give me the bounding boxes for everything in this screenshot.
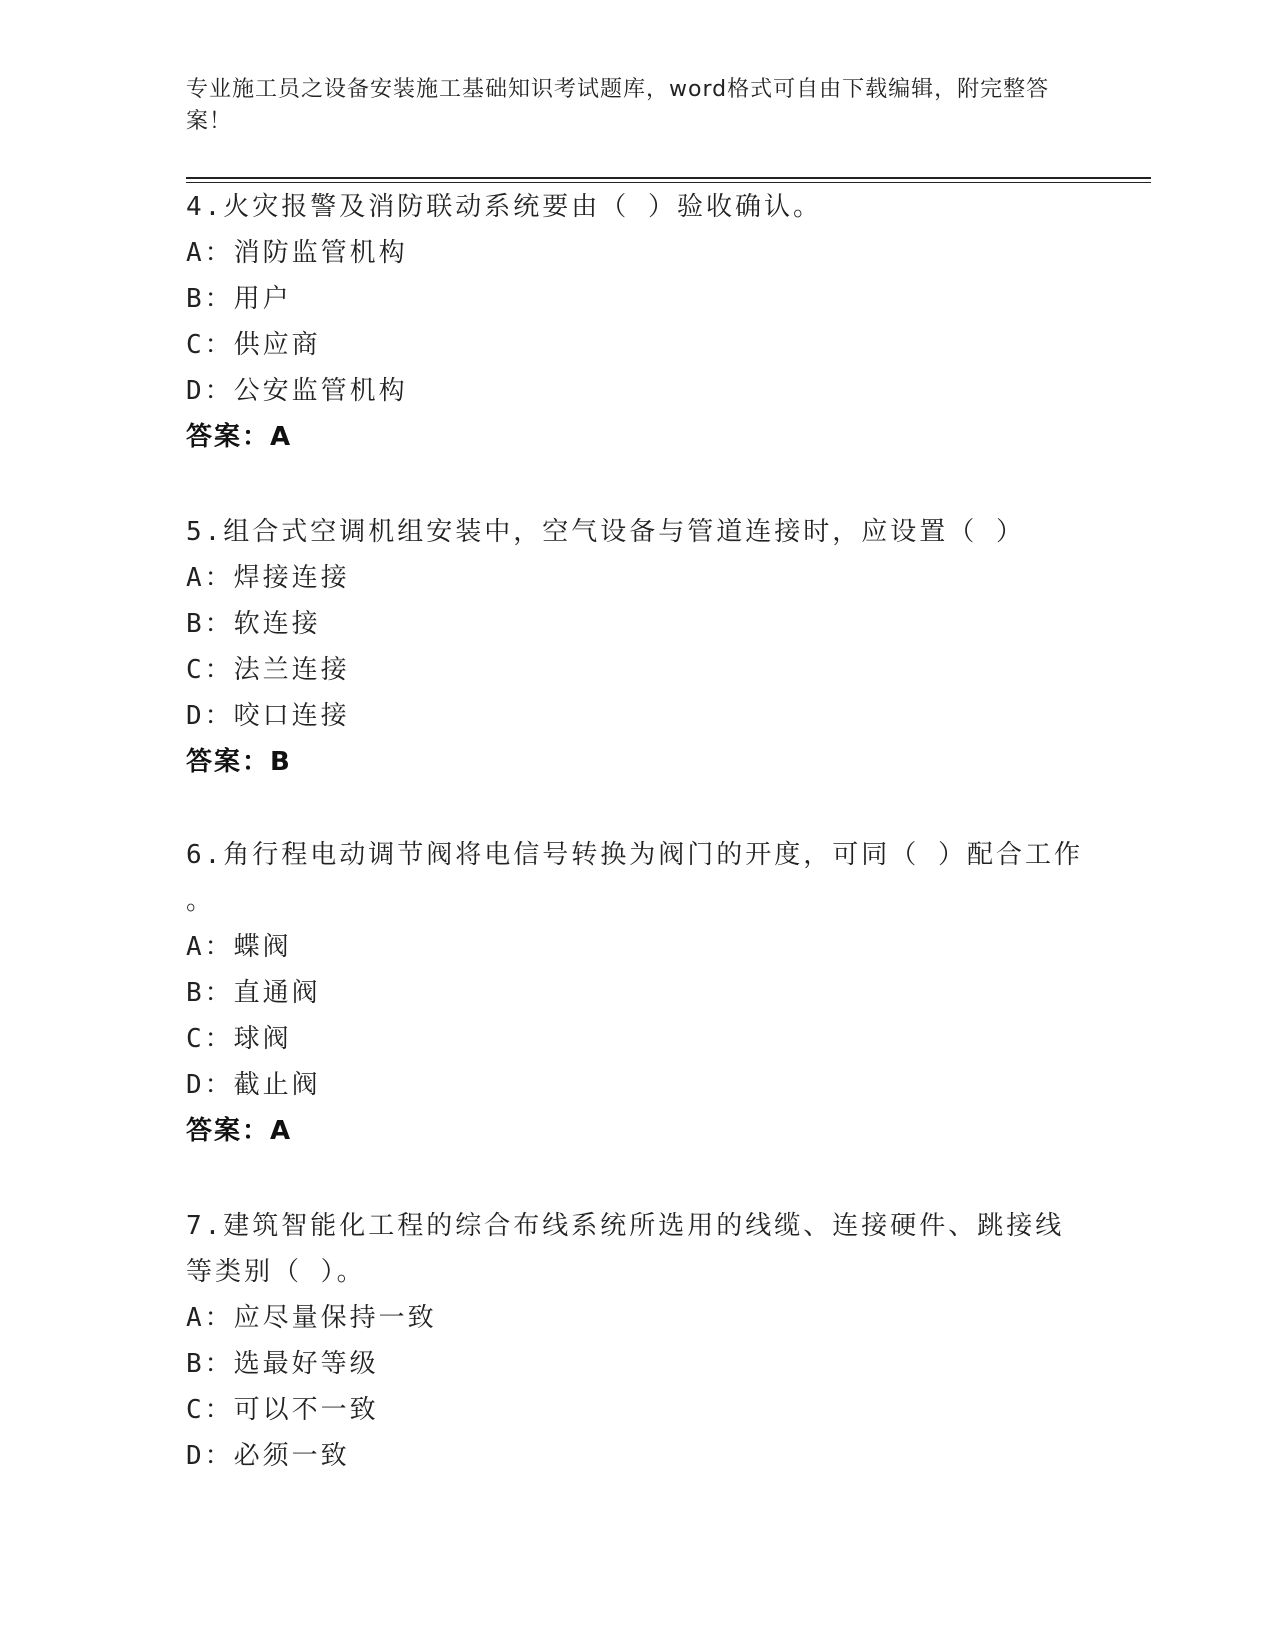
question-stem-continued: 等类别（ ）。 (186, 1257, 366, 1287)
option-c: C：可以不一致 (186, 1395, 379, 1425)
option-b: B：用户 (186, 284, 292, 314)
option-b: B：选最好等级 (186, 1349, 379, 1379)
option-d: D：咬口连接 (186, 701, 350, 731)
question-6 (186, 832, 1086, 1154)
header-rule-thin (186, 182, 1151, 183)
header-rule-thick (186, 177, 1151, 179)
question-4 (186, 184, 1086, 460)
option-a: A：焊接连接 (186, 563, 350, 593)
option-a: A：蝶阀 (186, 932, 292, 962)
question-stem: 4.火灾报警及消防联动系统要由（ ）验收确认。 (186, 192, 822, 222)
option-b: B：软连接 (186, 609, 321, 639)
answer: 答案：A (186, 422, 293, 452)
option-a: A：消防监管机构 (186, 238, 408, 268)
answer: 答案：B (186, 747, 292, 777)
option-d: D：公安监管机构 (186, 376, 408, 406)
question-stem: 5.组合式空调机组安装中，空气设备与管道连接时，应设置（ ） (186, 517, 1025, 547)
option-d: D：截止阀 (186, 1070, 321, 1100)
option-a: A：应尽量保持一致 (186, 1303, 437, 1333)
option-c: C：球阀 (186, 1024, 292, 1054)
question-stem-continued: 。 (186, 886, 216, 916)
question-7 (186, 1203, 1086, 1479)
option-c: C：供应商 (186, 330, 321, 360)
option-c: C：法兰连接 (186, 655, 350, 685)
question-stem: 7.建筑智能化工程的综合布线系统所选用的线缆、连接硬件、跳接线 (186, 1211, 1065, 1241)
option-b: B：直通阀 (186, 978, 321, 1008)
option-d: D：必须一致 (186, 1441, 350, 1471)
question-5 (186, 509, 1086, 785)
answer: 答案：A (186, 1116, 293, 1146)
question-stem: 6.角行程电动调节阀将电信号转换为阀门的开度，可同（ ）配合工作 (186, 840, 1083, 870)
document-header: 专业施工员之设备安装施工基础知识考试题库，word格式可自由下载编辑，附完整答案！ (186, 77, 1050, 134)
